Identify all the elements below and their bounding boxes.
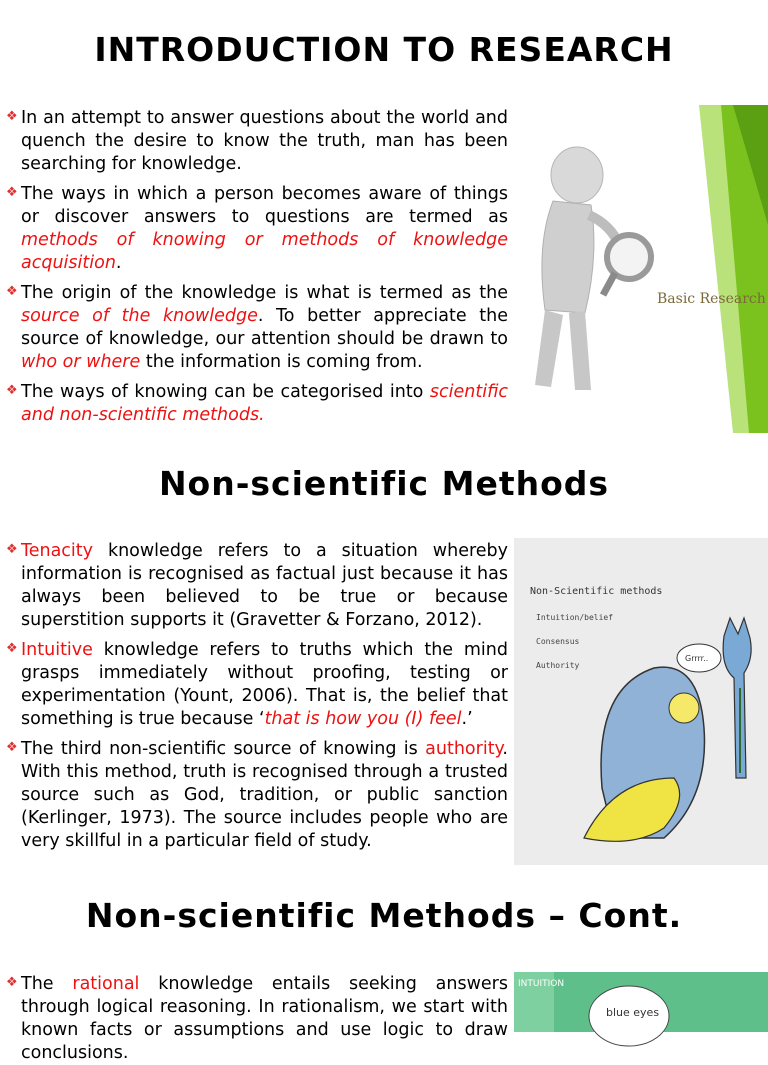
diamond-bullet-icon: ❖ (6, 542, 18, 557)
bullet-text: Tenacity knowledge refers to a situation whereby information is recognised as factual just because it has always been believed to be true or because superstition supports it (Gravetter & Forzano, 2012). (21, 541, 508, 630)
bullet-list (6, 107, 508, 432)
diamond-bullet-icon: ❖ (6, 383, 18, 398)
bullet-item (6, 282, 508, 374)
bullet-item (6, 973, 508, 1065)
basic-research-image (511, 105, 768, 433)
highlight-text: Tenacity (21, 541, 93, 561)
bullet-text: The ways in which a person becomes aware of things or discover answers to questions are termed as methods of knowing or methods of knowledge acquisition. (21, 184, 508, 273)
highlight-text: methods of knowing or methods of knowledge acquisition (21, 230, 508, 273)
bullet-list (6, 540, 508, 866)
highlight-text: who or where (21, 352, 141, 372)
slide-non-scientific-methods (0, 450, 768, 868)
bullet-item (6, 107, 508, 176)
highlight-text: rational (72, 974, 140, 994)
diamond-bullet-icon: ❖ (6, 641, 18, 656)
diamond-bullet-icon: ❖ (6, 185, 18, 200)
slide-title: Non-scientific Methods (158, 464, 610, 503)
highlight-text: authority (425, 739, 503, 759)
bullet-text: Intuitive knowledge refers to truths which the mind grasps immediately without proofing, testing or experimentation (Yount, 2006). That is, the belief that something is true because ‘that is how you (I) feel.’ (21, 640, 508, 729)
bullet-item (6, 540, 508, 632)
bullet-text: The rational knowledge entails seeking answers through logical reasoning. In rationalism, we start with known facts or assumptions and use logic to draw conclusions. (21, 974, 508, 1063)
sketch-heading: Non-Scientific methods (530, 586, 663, 597)
bullet-list (6, 973, 508, 1063)
diamond-bullet-icon: ❖ (6, 975, 18, 990)
non-scientific-sketch-image (514, 538, 768, 865)
slide-title: Non-scientific Methods – Cont. (85, 896, 683, 935)
magnifier-figure-illustration (511, 105, 768, 433)
bullet-text: The ways of knowing can be categorised into scientific and non-scientific methods. (21, 382, 508, 425)
cartoon-sketch-illustration (514, 538, 768, 865)
diamond-bullet-icon: ❖ (6, 740, 18, 755)
bullet-text: In an attempt to answer questions about the world and quench the desire to know the truth, man has been searching for knowledge. (21, 108, 508, 174)
bullet-text: The third non-scientific source of knowing is authority. With this method, truth is recognised through a trusted source such as God, tradition, or public sanction (Kerlinger, 1973). The source includes people who are very skillful in a particular field of study. (21, 739, 508, 851)
slide-title: INTRODUCTION TO RESEARCH (94, 30, 674, 69)
bullet-text: The origin of the knowledge is what is termed as the source of the knowledge. To better appreciate the source of knowledge, our attention should be drawn to who or where the information is coming from. (21, 283, 508, 372)
bullet-item (6, 183, 508, 275)
highlight-text: Intuitive (21, 640, 93, 660)
intuition-image (514, 972, 768, 1032)
image-label: INTUITION (518, 979, 565, 989)
bullet-item (6, 639, 508, 731)
highlight-text: source of the knowledge (21, 306, 258, 326)
slide-non-scientific-methods-cont (0, 878, 768, 1063)
intuition-illustration (514, 972, 768, 1032)
bubble-text: blue eyes (606, 1006, 660, 1019)
diamond-bullet-icon: ❖ (6, 109, 18, 124)
image-caption: Basic Research (657, 291, 766, 307)
sketch-list-item: Intuition/belief (536, 613, 614, 622)
speech-bubble-text: Grrrr.. (685, 654, 709, 663)
bullet-item (6, 738, 508, 853)
bullet-item (6, 381, 508, 427)
diamond-bullet-icon: ❖ (6, 284, 18, 299)
highlight-text: that is how you (I) feel (264, 709, 462, 729)
slide-introduction (0, 0, 768, 436)
highlight-text: scientific and non-scientific methods. (21, 382, 508, 425)
sketch-list-item: Consensus (536, 637, 580, 646)
sketch-list-item: Authority (536, 661, 580, 670)
